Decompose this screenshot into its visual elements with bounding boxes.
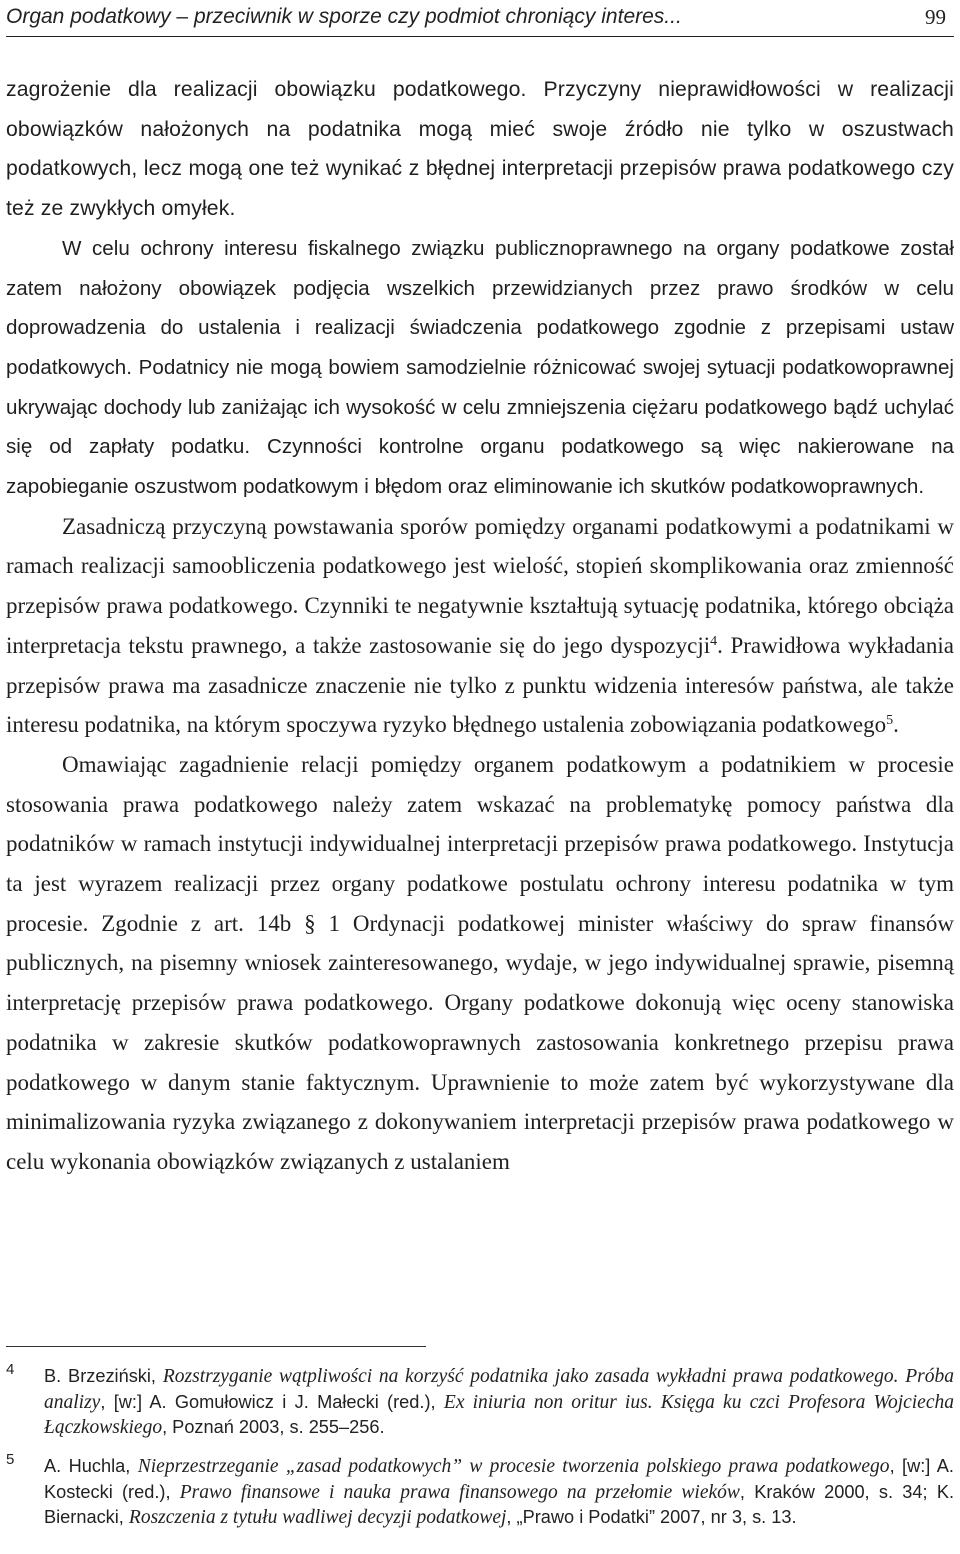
paragraph-4: Omawiając zagadnienie relacji pomiędzy organem podatkowym a podatnikiem w procesie stosowania prawa podatkowego należy zatem wskazać na problematykę pomocy państwa dla podatników w ramach instytucji indywidualnej interpretacji przepisów prawa podatkowego. Instytucja ta jest wyrazem realizacji przez organy podatkowe postulatu ochrony interesu podatnika w tym procesie. Zgodnie z art. 14b § 1 Ordynacji podatkowej minister właściwy do spraw finansów publicznych, na pisemny wniosek zainteresowanego, wydaje, w jego indywidualnej sprawie, pisemną interpretację przepisów prawa podatkowego. Organy podatkowe dokonują więc oceny stanowiska podatnika w zakresie skutków podatkowoprawnych zastosowania konkretnego przepisu prawa podatkowego w danym stanie faktycznym. Uprawnienie to może zatem być wykorzystywane dla minimalizowania ryzyka związanego z dokonywaniem interpretacji przepisów prawa podatkowego w celu wykonania obowiązków związanych z ustalaniem [6, 751, 954, 1174]
footnote-text [44, 1364, 954, 1441]
footnote-separator [6, 1346, 426, 1347]
paragraph-1: zagrożenie dla realizacji obowiązku podatkowego. Przyczyny nieprawidłowości w realizacji obowiązków nałożonych na podatnika mogą mieć swoje źródło nie tylko w oszustwach podatkowych, lecz mogą one też wynikać z błędnej interpretacji przepisów prawa podatkowego czy też ze zwykłych omyłek. [6, 78, 954, 221]
footnote-editors: , [w:] A. Gomułowicz i J. Małecki (red.), [100, 1391, 444, 1412]
footnote-5 [6, 1451, 954, 1531]
footnote-4 [6, 1361, 955, 1441]
running-header [6, 2, 954, 37]
footnote-book-title: Ex iniuria non oritur ius. Księga ku czci Profesora Wojciecha Łączkowskiego [44, 1391, 954, 1439]
footnote-title: Rozstrzyganie wątpliwości na korzyść podatnika jako zasada wykładni prawa podatkowego. Próba analizy [44, 1366, 955, 1413]
footnote-book-title: Prawo finansowe i nauka prawa finansowego na przełomie wieków [179, 1481, 740, 1503]
footnote-second-publication: , „Prawo i Podatki” 2007, nr 3, s. 13. [506, 1507, 797, 1528]
page-number: 99 [925, 5, 946, 29]
paragraph-3 [6, 507, 954, 745]
footnote-author: A. Huchla, [44, 1456, 138, 1476]
footnote-editors: , [w:] A. Kostecki (red.), [44, 1456, 954, 1502]
footnote-ref-4[interactable]: 4 [710, 633, 718, 649]
paragraph-3-part-2: . Prawidłowa wykładania przepisów prawa ma zasadnicze znaczenie nie tylko z punktu widzenia interesów państwa, ale także interesu podatnika, na którym spoczywa ryzyko błędnego ustalenia zobowiązania podatkowego [6, 632, 954, 738]
footnote-publication: , Kraków 2000, s. 34; K. Biernacki, [44, 1481, 954, 1528]
footnote-author: B. Brzeziński, [44, 1366, 163, 1386]
paragraph-2: W celu ochrony interesu fiskalnego związku publicznoprawnego na organy podatkowe został zatem nałożony obowiązek podjęcia wszelkich przewidzianych przez prawo środków w celu doprowadzenia do ustalenia i realizacji świadczenia podatkowego zgodnie z przepisami ustaw podatkowych. Podatnicy nie mogą bowiem samodzielnie różnicować swojej sytuacji podatkowoprawnej ukrywając dochody lub zaniżając ich wysokość w celu zmniejszenia ciężaru podatkowego bądź uchylać się od zapłaty podatku. Czynności kontrolne organu podatkowego są więc nakierowane na zapobieganie oszustwom podatkowym i błędom oraz eliminowanie ich skutków podatkowoprawnych. [6, 236, 954, 499]
paragraph-3-part-1: Zasadniczą przyczyną powstawania sporów pomiędzy organami podatkowymi a podatnikami w ramach realizacji samoobliczenia podatkowego jest wielość, stopień skomplikowania oraz zmienność przepisów prawa podatkowego. Czynniki te negatywnie kształtują sytuację podatnika, którego obciąża interpretacja tekstu prawnego, a także zastosowanie się do jego dyspozycji [6, 513, 954, 658]
footnote-number: 5 [6, 1451, 15, 1468]
footnote-number: 4 [6, 1361, 15, 1378]
footnote-text [44, 1454, 954, 1531]
main-text [6, 70, 954, 1182]
paragraph-3-part-3: . [893, 712, 899, 738]
footnote-title: Nieprzestrzeganie „zasad podatkowych” w procesie tworzenia polskiego prawa podatkowego [137, 1456, 890, 1477]
footnote-ref-5[interactable]: 5 [886, 713, 894, 729]
footnote-publication: , Poznań 2003, s. 255–256. [162, 1417, 385, 1438]
footnote-second-title: Roszczenia z tytułu wadliwej decyzji podatkowej [128, 1507, 507, 1529]
running-title: Organ podatkowy – przeciwnik w sporze czy podmiot chroniący interes... [6, 5, 682, 28]
